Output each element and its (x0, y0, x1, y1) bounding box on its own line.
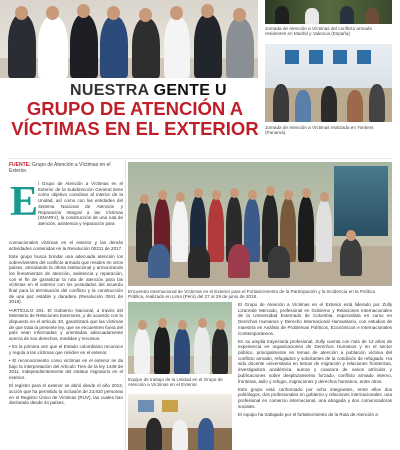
paragraph: • El reconocimiento como víctimas en el exterior se da bajo la interpretación del Artículo Tres de la ley 1448 de 2011, independientemente del estatus migratorio en el exterior. (9, 357, 123, 381)
paragraph: connacionales víctimas en el exterior y las demás actividades contenidas en la Resolución 00211 de 2017. (9, 240, 123, 251)
caption-team: Equipo de trabajo de la Unidad en el Grupo de Atención a Víctimas en el Exterior. (128, 377, 223, 388)
kicker-prefix: NUESTRA (70, 82, 154, 99)
kicker-strong: GENTE U (153, 82, 227, 99)
paragraph: En su amplia trayectoria profesional, Zully cuenta con más de 12 años de experiencia en organizaciones de Derechos Humanos y en el sector público, principalmente en temas de atención a población víctima del conflicto armado, refugiados y solicitantes de la condición de refugiado. Ha sido docente universitaria en temas de migración y relaciones fronterizas, investigadora académica, autora y coautora de varios artículos y publicaciones sobre desplazamiento forzado, conflicto armado interno, fronteras, asilo y refugio, migraciones y derechos humanos, entre otros. (238, 338, 392, 384)
paragraph: Este grupo está conformado por ocho integrantes, entre ellos dos politólogos, dos profesionales en gobierno y relaciones internacionales, una profesional en comercio internacional, una abogada y dos comunicadoras sociales. (238, 386, 392, 409)
caption-yonkers: Jornada de Atención a Víctimas realizada en Yonkers (Panamá). (265, 125, 374, 136)
divider-line (9, 158, 391, 159)
photo-team (128, 302, 232, 374)
paragraph: El Grupo de Atención a Víctimas en el Exterior está liderado por Zully Lizarrede Mercado, profesional en Gobierno y Relaciones Internacionales de la Universidad Externado de Colombia, especialista en curso en Derechos Humanos y Derecho Internacional Humanitario, con estudios de maestría en Análisis de Problemas Políticos, Económicos e Internacionales Contemporáneos. (238, 302, 392, 336)
frame-shape (162, 400, 178, 412)
col1-intro (38, 181, 123, 229)
dropcap: E (10, 179, 39, 225)
paragraph: •ARTÍCULO 204. El Gobierno Nacional, a través del Ministerio de Relaciones Exteriores, y de acuerdo con lo dispuesto en el artículo 30, garantizará que las víctimas de que trata la presente ley, que se encuentren fuera del país sean informadas y orientadas adecuadamente acerca de sus derechos, medidas y recursos. (9, 307, 123, 342)
paragraph: El equipo ha trabajado por el fortalecimiento de la Ruta de Atención a (238, 411, 378, 417)
col2-text (238, 302, 392, 420)
paragraph: Este grupo busca brindar una adecuada atención los sobrevivientes del conflicto armado que residen en otros países, articulando la oferta institucional y armonizando los lineamientos de atención, asistencia y reparación, con el fin de garantizar la ruta de atención para las víctimas en el exterior con los postulados del acuerdo final para la terminación del conflicto y la construcción de una paz estable y duradera (Resolución 0041 de 2018). (9, 253, 123, 305)
frame-shape (138, 400, 154, 412)
page-title: GRUPO DE ATENCIÓN A VÍCTIMAS EN EL EXTERIOR (11, 98, 259, 139)
group-photo-top (0, 0, 258, 78)
column-divider (125, 160, 126, 450)
window-shape (285, 50, 299, 64)
photo-madrid-valencia (265, 0, 392, 24)
col1-text (9, 240, 123, 408)
window-shape (309, 50, 323, 64)
source-text: Grupo de Atención a Víctimas en el Exterior. (9, 162, 111, 174)
caption-lima-encounter: Encuentro Internacional de Víctimas en el Exterior para el Fortalecimiento de la Participación y la Incidencia en la Política Pública, realizado en Lima (Perú) del 27 al 29 de junio de 2018. (128, 289, 375, 300)
photo-office (128, 394, 232, 450)
photo-yonkers (265, 44, 392, 122)
source-line (9, 162, 124, 174)
caption-madrid-valencia: Jornada de Atención a Víctimas del conflicto armado residentes en Madrid y Valencia (España) (265, 26, 372, 37)
source-label: FUENTE: (9, 162, 31, 168)
paragraph: • Es la primera vez que el Estado colombiano reconoce y regula a las víctimas que residen en el exterior. (9, 344, 123, 355)
window-shape (357, 50, 371, 64)
paragraph: El registro para el exterior se abrió desde el año 2012, acción que ha permitido la inclusión de 23.810 personas en el Registro Único de Víctimas (RUV), las cuales han declarado desde 44 países. (9, 383, 123, 406)
banner-shape (334, 166, 388, 236)
photo-lima-encounter (128, 162, 392, 286)
window-shape (333, 50, 347, 64)
paragraph: l Grupo de Atención a Víctimas en el Exterior de la Subdirección General tiene como objetivo coordinar al interior de la Unidad, así como con las entidades del Sistema Nacional de Atención y Reparación Integral a las Víctimas (SNARIV), la construcción de una ruta de atención, asistencia y reparación para (38, 181, 123, 226)
